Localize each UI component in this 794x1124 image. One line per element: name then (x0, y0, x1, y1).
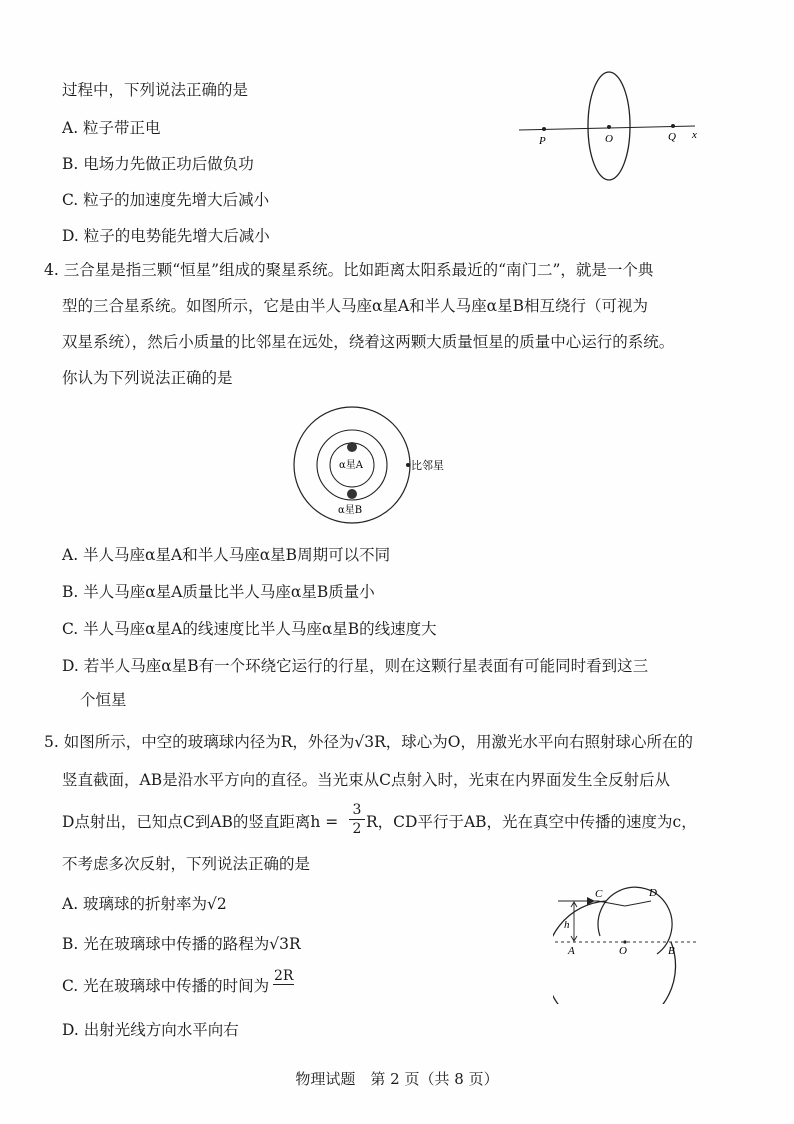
q5-stem-line-1: 5. 如图所示，中空的玻璃球内径为R，外径为√3R，球心为O，用激光水平向右照射球心所在的 (44, 733, 694, 751)
q5-fraction (349, 801, 365, 838)
q5-option-a: A. 玻璃球的折射率为√2 (62, 895, 227, 913)
q3-option-b: B. 电场力先做正功后做负功 (62, 155, 254, 173)
star-a-label: α星A (339, 460, 363, 471)
star-b-label: α星B (338, 505, 363, 516)
point-p-label: P (539, 135, 546, 147)
q5-option-b: B. 光在玻璃球中传播的路程为√3R (62, 935, 301, 953)
q3-option-d: D. 粒子的电势能先增大后减小 (62, 227, 270, 245)
q5-stem-line-3b: R，CD平行于AB，光在真空中传播的速度为c， (366, 813, 697, 831)
q5-option-d: D. 出射光线方向水平向右 (62, 1021, 239, 1039)
q4-option-d: D. 若半人马座α星B有一个环绕它运行的行星，则在这颗行星表面有可能同时看到这三 (62, 657, 649, 675)
q3-figure (515, 66, 705, 186)
fraction-numerator: 3 (352, 802, 362, 818)
q4-option-a: A. 半人马座α星A和半人马座α星B周期可以不同 (62, 546, 391, 564)
q3-stem-tail: 过程中，下列说法正确的是 (62, 81, 249, 99)
q5-stem-line-3a: D点射出，已知点C到AB的竖直距离h = (62, 813, 339, 831)
point-o-label: O (605, 133, 613, 145)
q4-figure (285, 404, 465, 534)
height-h-label: h (564, 919, 570, 931)
page-footer: 物理试题 第 2 页（共 8 页） (295, 1070, 499, 1088)
q4-option-d-cont: 个恒星 (80, 691, 127, 709)
point-a-label: A (568, 945, 575, 957)
q4-stem-line-4: 你认为下列说法正确的是 (62, 369, 233, 387)
point-d-label: D (649, 887, 657, 899)
q3-option-c: C. 粒子的加速度先增大后减小 (62, 191, 270, 209)
fraction-denominator: 2 (352, 821, 362, 837)
axis-x-label: x (692, 129, 697, 141)
q5-option-c: C. 光在玻璃球中传播的时间为 (62, 977, 270, 995)
q4-stem-line-1: 4. 三合星是指三颗“恒星”组成的聚星系统。比如距离太阳系最近的“南门二”，就是一个典 (44, 261, 654, 279)
q4-stem-line-3: 双星系统），然后小质量的比邻星在远处，绕着这两颗大质量恒星的质量中心运行的系统。 (62, 333, 675, 351)
center-o-label: O (619, 945, 627, 957)
point-q-label: Q (668, 131, 676, 143)
proxima-label: 比邻星 (411, 459, 444, 472)
q3-option-a: A. 粒子带正电 (62, 119, 161, 137)
point-b-label: B (668, 945, 675, 957)
q4-option-b: B. 半人马座α星A质量比半人马座α星B质量小 (62, 583, 375, 601)
q5-option-c-value: 2R (274, 968, 294, 984)
q5-stem-line-4: 不考虑多次反射，下列说法正确的是 (62, 855, 311, 873)
q5-figure (553, 884, 703, 1004)
q4-stem-line-2: 型的三合星系统。如图所示，它是由半人马座α星A和半人马座α星B相互绕行（可视为 (62, 297, 649, 315)
q4-option-c: C. 半人马座α星A的线速度比半人马座α星B的线速度大 (62, 620, 437, 638)
q5-stem-line-2: 竖直截面，AB是沿水平方向的直径。当光束从C点射入时，光束在内界面发生全反射后从 (62, 771, 670, 789)
point-c-label: C (595, 888, 603, 900)
